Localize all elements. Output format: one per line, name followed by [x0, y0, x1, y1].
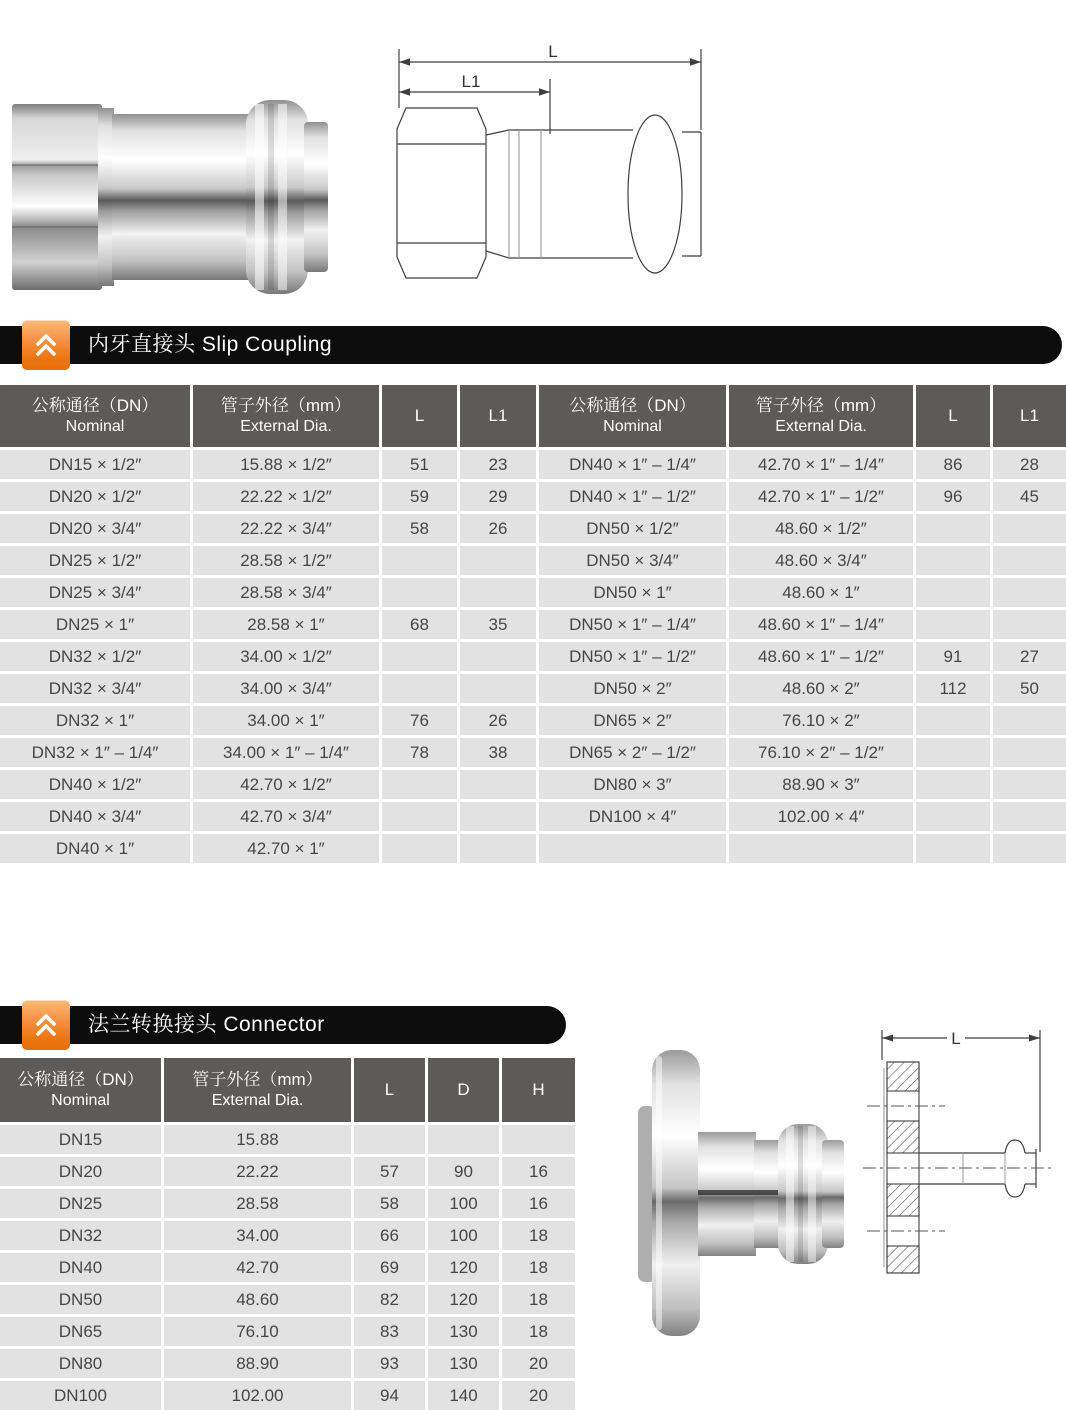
table-cell: 42.70 × 1″ – 1/2″: [729, 482, 913, 511]
table-cell: 34.00 × 3/4″: [193, 674, 379, 703]
table-cell: DN50 × 1/2″: [539, 514, 726, 543]
table-cell: DN50 × 1″ – 1/4″: [539, 610, 726, 639]
table-cell: 48.60: [164, 1285, 351, 1314]
section-tab: [22, 1000, 70, 1050]
table-cell: 140: [428, 1381, 499, 1410]
table-cell: 66: [354, 1221, 425, 1250]
table-cell: 82: [354, 1285, 425, 1314]
table-cell: [993, 834, 1066, 863]
table-cell: 68: [382, 610, 457, 639]
table-cell: [916, 770, 990, 799]
table-cell: 22.22 × 3/4″: [193, 514, 379, 543]
table-cell: 27: [993, 642, 1066, 671]
table-cell: DN50 × 1″: [539, 578, 726, 607]
table-cell: DN50 × 1″ – 1/2″: [539, 642, 726, 671]
table-cell: DN20 × 1/2″: [0, 482, 190, 511]
table-cell: 20: [502, 1381, 575, 1410]
table-cell: DN25: [0, 1189, 161, 1218]
table-cell: 45: [993, 482, 1066, 511]
table-cell: 28.58 × 1″: [193, 610, 379, 639]
table-cell: DN20: [0, 1157, 161, 1186]
table-cell: 78: [382, 738, 457, 767]
table-cell: [382, 642, 457, 671]
table-cell: [993, 770, 1066, 799]
table-cell: [460, 546, 536, 575]
table-cell: 88.90: [164, 1349, 351, 1378]
table-cell: 28.58 × 3/4″: [193, 578, 379, 607]
col-header-l: L: [916, 385, 990, 447]
table-cell: [993, 578, 1066, 607]
table-cell: [729, 834, 913, 863]
table-cell: DN40 × 1/2″: [0, 770, 190, 799]
table-cell: [993, 514, 1066, 543]
table-cell: 112: [916, 674, 990, 703]
table-cell: DN25 × 3/4″: [0, 578, 190, 607]
section-title-connector: 法兰转换接头 Connector: [88, 1013, 325, 1036]
table-cell: 42.70 × 1″: [193, 834, 379, 863]
table-cell: DN50 × 2″: [539, 674, 726, 703]
table-cell: 93: [354, 1349, 425, 1378]
col-header-d: D: [428, 1058, 499, 1122]
table-cell: DN100 × 4″: [539, 802, 726, 831]
section-title-slip-coupling: 内牙直接头 Slip Coupling: [88, 333, 333, 356]
table-cell: [993, 706, 1066, 735]
dim-label-L1: L1: [461, 72, 481, 91]
table-cell: [916, 802, 990, 831]
table-cell: [460, 802, 536, 831]
table-cell: 18: [502, 1317, 575, 1346]
table-cell: 35: [460, 610, 536, 639]
slip-table-body-left: [0, 450, 536, 863]
col-header-h: H: [502, 1058, 575, 1122]
table-cell: [460, 770, 536, 799]
table-cell: 86: [916, 450, 990, 479]
table-cell: 48.60 × 1″ – 1/4″: [729, 610, 913, 639]
table-cell: DN100: [0, 1381, 161, 1410]
table-cell: 50: [993, 674, 1066, 703]
table-cell: [993, 802, 1066, 831]
table-cell: DN25 × 1/2″: [0, 546, 190, 575]
table-cell: 48.60 × 1″ – 1/2″: [729, 642, 913, 671]
col-header-l: L: [382, 385, 457, 447]
table-cell: DN15: [0, 1125, 161, 1154]
table-cell: 76.10 × 2″ – 1/2″: [729, 738, 913, 767]
table-cell: 48.60 × 3/4″: [729, 546, 913, 575]
col-header-nominal: 公称通径（DN） Nominal: [0, 1058, 161, 1122]
table-cell: DN40 × 3/4″: [0, 802, 190, 831]
table-cell: DN40 × 1″ – 1/4″: [539, 450, 726, 479]
slip-table-header-left: [0, 385, 536, 447]
table-cell: 76.10 × 2″: [729, 706, 913, 735]
table-cell: [916, 578, 990, 607]
table-cell: [916, 610, 990, 639]
table-cell: [382, 770, 457, 799]
table-cell: [916, 706, 990, 735]
table-cell: 42.70 × 1/2″: [193, 770, 379, 799]
table-cell: 15.88: [164, 1125, 351, 1154]
table-cell: 38: [460, 738, 536, 767]
table-cell: 90: [428, 1157, 499, 1186]
table-cell: 88.90 × 3″: [729, 770, 913, 799]
table-cell: [916, 738, 990, 767]
table-cell: 51: [382, 450, 457, 479]
table-cell: 18: [502, 1285, 575, 1314]
table-cell: 34.00 × 1/2″: [193, 642, 379, 671]
connector-table-body: [0, 1125, 575, 1410]
table-cell: 26: [460, 514, 536, 543]
table-cell: [382, 578, 457, 607]
table-cell: 58: [382, 514, 457, 543]
table-cell: [382, 834, 457, 863]
table-cell: 96: [916, 482, 990, 511]
slip-coupling-drawing: [383, 40, 715, 292]
table-cell: 59: [382, 482, 457, 511]
table-cell: 42.70 × 3/4″: [193, 802, 379, 831]
slip-table-header-right: [539, 385, 1066, 447]
table-cell: DN32: [0, 1221, 161, 1250]
table-cell: DN20 × 3/4″: [0, 514, 190, 543]
table-cell: [460, 834, 536, 863]
table-cell: 120: [428, 1253, 499, 1282]
table-cell: 23: [460, 450, 536, 479]
col-header-l: L: [354, 1058, 425, 1122]
col-header-nominal: 公称通径（DN） Nominal: [539, 385, 726, 447]
table-cell: 22.22 × 1/2″: [193, 482, 379, 511]
col-header-external-dia: 管子外径（mm） External Dia.: [193, 385, 379, 447]
table-cell: 48.60 × 2″: [729, 674, 913, 703]
table-cell: 28.58 × 1/2″: [193, 546, 379, 575]
slip-coupling-drawing-image: [383, 40, 715, 292]
table-cell: 34.00 × 1″: [193, 706, 379, 735]
table-cell: 22.22: [164, 1157, 351, 1186]
table-cell: [993, 610, 1066, 639]
dim-label-L: L: [548, 42, 558, 61]
connector-photo: [612, 1048, 852, 1338]
table-cell: 18: [502, 1253, 575, 1282]
table-cell: 26: [460, 706, 536, 735]
table-cell: 91: [916, 642, 990, 671]
table-cell: [382, 546, 457, 575]
chevron-up-double-icon: [33, 332, 59, 358]
table-cell: [916, 834, 990, 863]
table-cell: [460, 578, 536, 607]
table-cell: [460, 642, 536, 671]
col-header-nominal: 公称通径（DN） Nominal: [0, 385, 190, 447]
table-cell: DN65 × 2″: [539, 706, 726, 735]
slip-table-body-right: [539, 450, 1066, 863]
table-cell: 42.70 × 1″ – 1/4″: [729, 450, 913, 479]
section-banner-connector: [0, 1006, 566, 1044]
table-cell: 48.60 × 1″: [729, 578, 913, 607]
table-cell: [916, 514, 990, 543]
table-cell: [502, 1125, 575, 1154]
table-cell: DN40 × 1″ – 1/2″: [539, 482, 726, 511]
table-cell: 76: [382, 706, 457, 735]
table-cell: 42.70: [164, 1253, 351, 1282]
table-cell: DN80 × 3″: [539, 770, 726, 799]
slip-coupling-photo-image: [12, 98, 330, 296]
section-banner-slip-coupling: [0, 326, 1062, 364]
table-cell: DN50 × 3/4″: [539, 546, 726, 575]
table-cell: 100: [428, 1221, 499, 1250]
table-cell: DN40: [0, 1253, 161, 1282]
table-cell: 18: [502, 1221, 575, 1250]
table-cell: 102.00 × 4″: [729, 802, 913, 831]
table-cell: DN32 × 1″ – 1/4″: [0, 738, 190, 767]
table-cell: 57: [354, 1157, 425, 1186]
table-cell: [460, 674, 536, 703]
table-cell: 48.60 × 1/2″: [729, 514, 913, 543]
table-cell: 94: [354, 1381, 425, 1410]
table-cell: DN32 × 1″: [0, 706, 190, 735]
connector-photo-image: [612, 1048, 852, 1338]
chevron-up-double-icon: [33, 1012, 59, 1038]
table-cell: DN32 × 1/2″: [0, 642, 190, 671]
table-cell: DN40 × 1″: [0, 834, 190, 863]
table-cell: 28: [993, 450, 1066, 479]
table-cell: 76.10: [164, 1317, 351, 1346]
table-cell: [993, 546, 1066, 575]
table-cell: 83: [354, 1317, 425, 1346]
table-cell: DN80: [0, 1349, 161, 1378]
table-cell: 100: [428, 1189, 499, 1218]
table-cell: 69: [354, 1253, 425, 1282]
col-header-l1: L1: [460, 385, 536, 447]
table-cell: [993, 738, 1066, 767]
connector-drawing: [855, 1012, 1066, 1347]
table-cell: DN65 × 2″ – 1/2″: [539, 738, 726, 767]
table-cell: 120: [428, 1285, 499, 1314]
table-cell: 34.00: [164, 1221, 351, 1250]
table-cell: [428, 1125, 499, 1154]
dim-label-L: L: [951, 1029, 961, 1048]
col-header-external-dia: 管子外径（mm） External Dia.: [729, 385, 913, 447]
table-cell: 28.58: [164, 1189, 351, 1218]
table-cell: 16: [502, 1157, 575, 1186]
col-header-external-dia: 管子外径（mm） External Dia.: [164, 1058, 351, 1122]
table-cell: DN25 × 1″: [0, 610, 190, 639]
table-cell: DN32 × 3/4″: [0, 674, 190, 703]
table-cell: [539, 834, 726, 863]
table-cell: [382, 802, 457, 831]
table-cell: 34.00 × 1″ – 1/4″: [193, 738, 379, 767]
table-cell: 16: [502, 1189, 575, 1218]
table-cell: 130: [428, 1317, 499, 1346]
connector-drawing-image: [855, 1012, 1066, 1347]
table-cell: [382, 674, 457, 703]
table-cell: DN50: [0, 1285, 161, 1314]
section-tab: [22, 320, 70, 370]
table-cell: 102.00: [164, 1381, 351, 1410]
table-cell: [916, 546, 990, 575]
connector-table-header: [0, 1058, 575, 1122]
table-cell: 58: [354, 1189, 425, 1218]
table-cell: 15.88 × 1/2″: [193, 450, 379, 479]
col-header-l1: L1: [993, 385, 1066, 447]
table-cell: 29: [460, 482, 536, 511]
table-cell: 20: [502, 1349, 575, 1378]
table-cell: [354, 1125, 425, 1154]
table-cell: DN15 × 1/2″: [0, 450, 190, 479]
table-cell: 130: [428, 1349, 499, 1378]
slip-coupling-photo: [12, 98, 330, 296]
table-cell: DN65: [0, 1317, 161, 1346]
